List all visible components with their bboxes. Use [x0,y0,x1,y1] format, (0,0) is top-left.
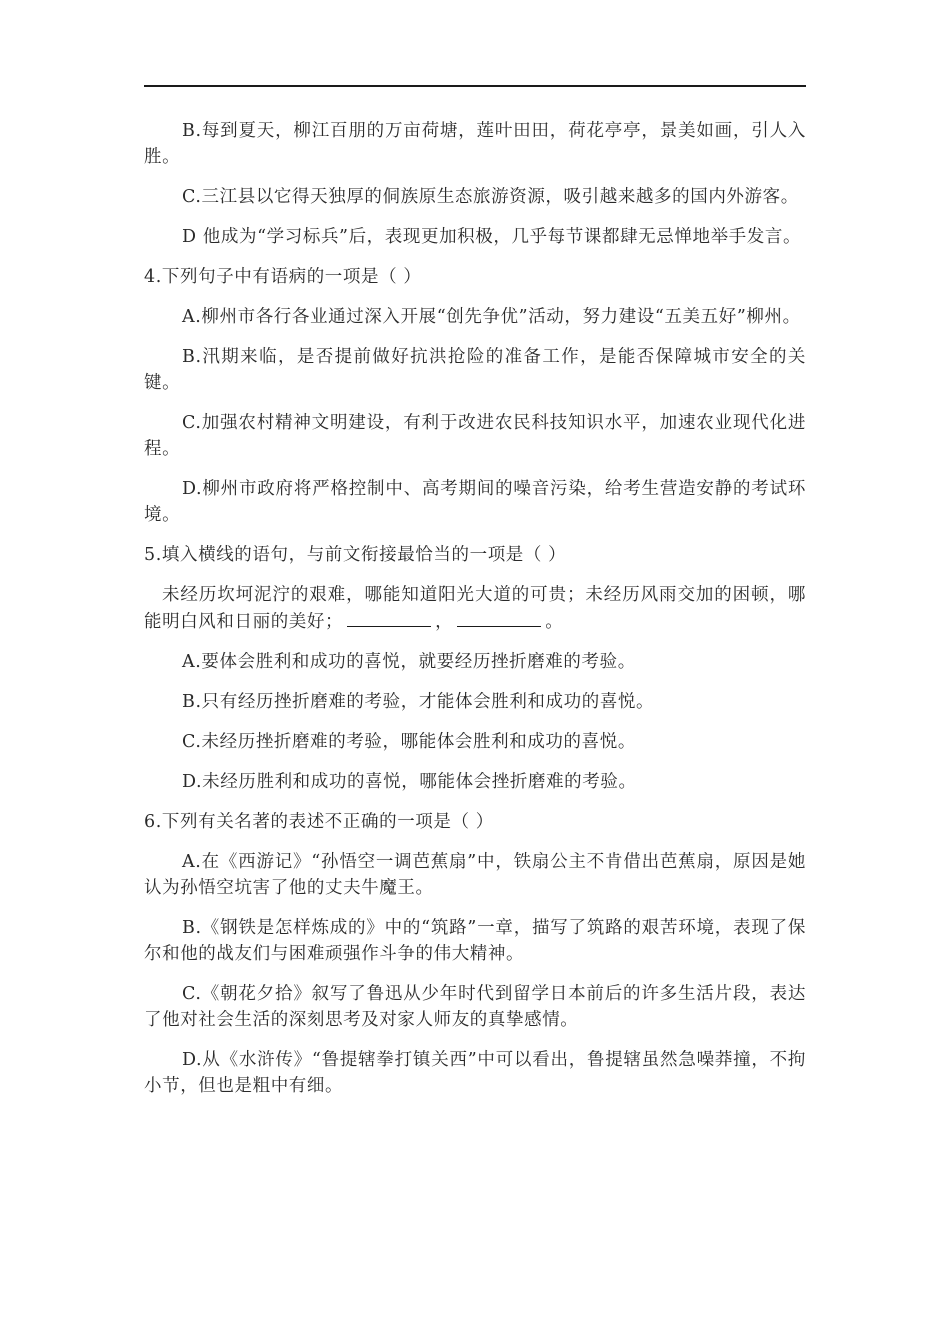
q5-option-d: D.未经历胜利和成功的喜悦，哪能体会挫折磨难的考验。 [182,772,637,792]
q5-blank-1 [347,608,431,627]
q5-option-b: B.只有经历挫折磨难的考验，才能体会胜利和成功的喜悦。 [182,692,655,712]
q5-stem: 5.填入横线的语句，与前文衔接最恰当的一项是（ ） [144,545,567,565]
exam-content [144,118,806,1113]
header-rule [144,85,806,87]
q4-option-c: C.加强农村精神文明建设，有利于改进农民科技知识水平，加速农业现代化进程。 [144,413,806,459]
q6-stem: 6.下列有关名著的表述不正确的一项是（ ） [144,812,494,832]
q5-option-a: A.要体会胜利和成功的喜悦，就要经历挫折磨难的考验。 [182,652,636,672]
q5-comma: ， [435,612,454,632]
q6-option-b: B.《钢铁是怎样炼成的》中的“筑路”一章，描写了筑路的艰苦环境，表现了保尔和他的战友们与困难顽强作斗争的伟大精神。 [144,918,806,964]
q5-passage [144,582,806,635]
q3-option-c: C.三江县以它得天独厚的侗族原生态旅游资源，吸引越来越多的国内外游客。 [182,187,799,207]
q3-option-d: D 他成为“学习标兵”后，表现更加积极，几乎每节课都肆无忌惮地举手发言。 [182,227,802,247]
q4-option-b: B.汛期来临，是否提前做好抗洪抢险的准备工作，是能否保障城市安全的关键。 [144,347,806,393]
q6-option-a: A.在《西游记》“孙悟空一调芭蕉扇”中，铁扇公主不肯借出芭蕉扇，原因是她认为孙悟空坑害了他的丈夫牛魔王。 [144,852,806,898]
q4-stem: 4.下列句子中有语病的一项是（ ） [144,267,422,287]
q6-option-d: D.从《水浒传》“鲁提辖拳打镇关西”中可以看出，鲁提辖虽然急噪莽撞，不拘小节，但也是粗中有细。 [144,1050,806,1096]
q5-blank-2 [457,608,541,627]
q4-option-d: D.柳州市政府将严格控制中、高考期间的噪音污染，给考生营造安静的考试环境。 [144,479,806,525]
q3-option-b: B.每到夏天，柳江百朋的万亩荷塘，莲叶田田，荷花亭亭，景美如画，引人入胜。 [144,121,806,167]
q5-passage-text: 未经历坎坷泥泞的艰难，哪能知道阳光大道的可贵；未经历风雨交加的困顿，哪能明白风和日丽的美好； [144,585,806,632]
q4-option-a: A.柳州市各行各业通过深入开展“创先争优”活动，努力建设“五美五好”柳州。 [182,307,801,327]
q5-period: 。 [545,612,564,632]
q5-option-c: C.未经历挫折磨难的考验，哪能体会胜利和成功的喜悦。 [182,732,636,752]
q6-option-c: C.《朝花夕拾》叙写了鲁迅从少年时代到留学日本前后的许多生活片段，表达了他对社会生活的深刻思考及对家人师友的真挚感情。 [144,984,806,1030]
